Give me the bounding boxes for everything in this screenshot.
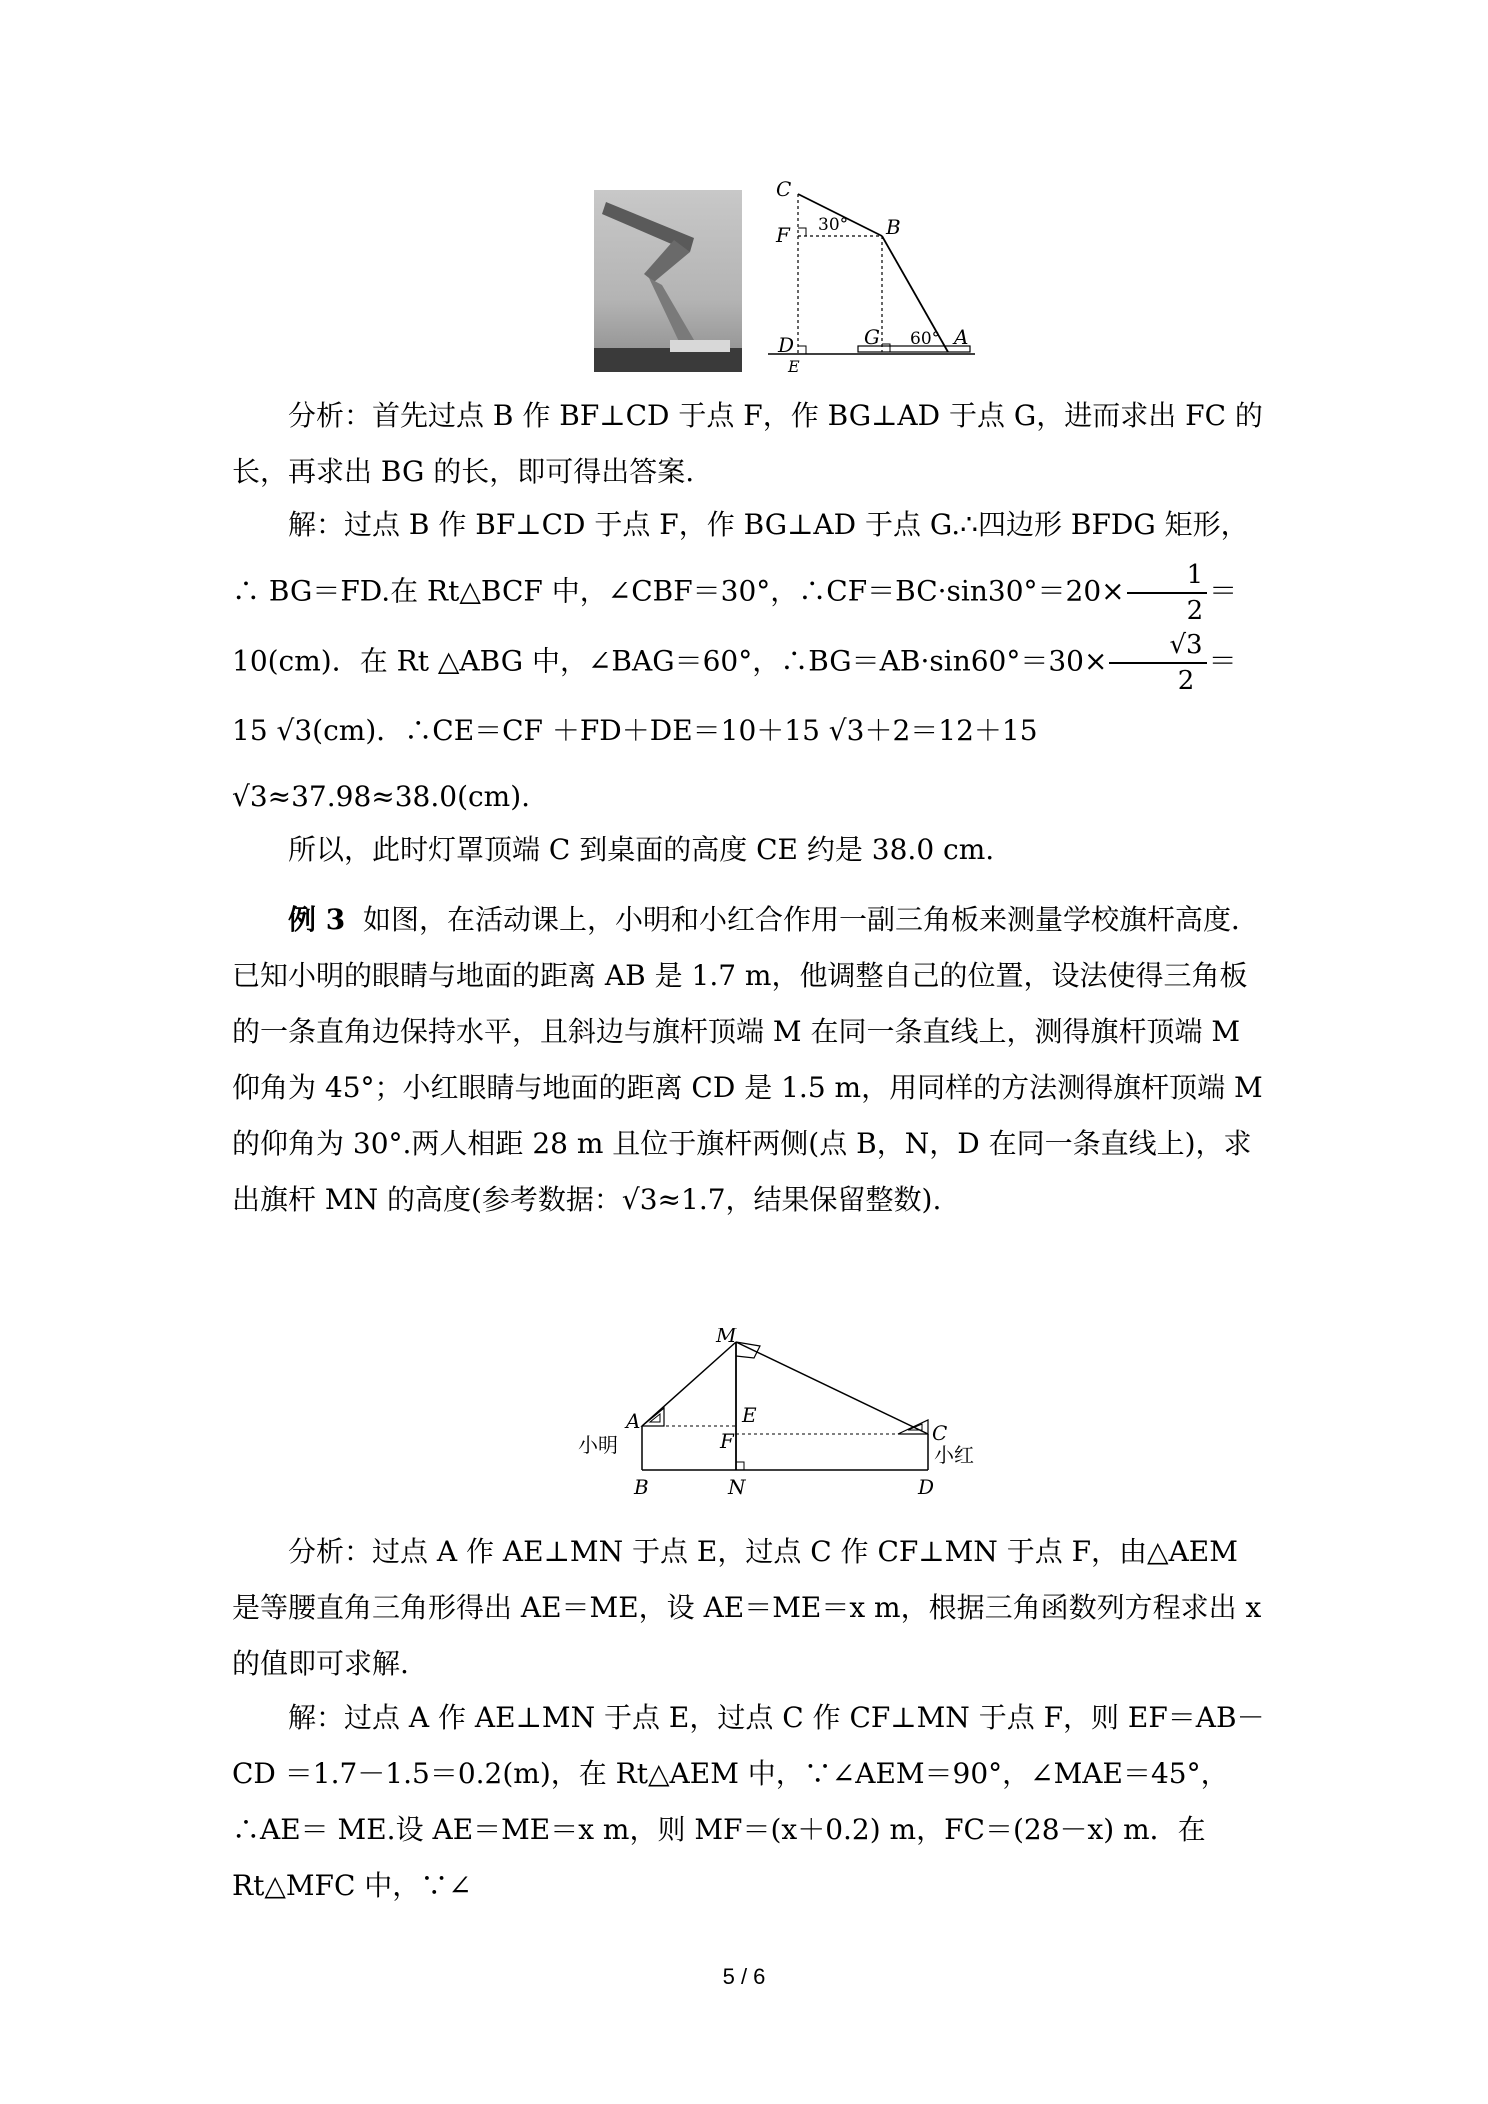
page-number: 5 / 6 xyxy=(722,1964,766,1989)
label-b: B xyxy=(634,1475,649,1499)
flagpole-diagram xyxy=(568,1328,988,1508)
label-a: A xyxy=(626,1409,641,1433)
example3-text: 如图，在活动课上，小明和小红合作用一副三角板来测量学校旗杆高度．已知小明的眼睛与地面的距离 AB 是 1.7 m，他调整自己的位置，设法使得三角板的一条直角边保持水平，且斜边与旗杆顶端 M 在同一条直线上，测得旗杆顶端 M 仰角为 45°；小红眼睛与地面的距离 CD 是 1.5 m，用同样的方法测得旗杆顶端 M 的仰角为 30°.两人相距 28 m 且位于旗杆两侧(点 B，N，D 在同一条直线上)，求出旗杆 MN 的高度(参考数据：√3≈1.7，结果保留整数). xyxy=(232,903,1263,1216)
label-e: E xyxy=(742,1403,757,1427)
label-a: A xyxy=(954,325,969,349)
solution1-part3: ＝15 √3(cm)．∴CE＝CF ＋FD＋DE＝10＋15 √3＋2＝12＋15 √3≈37.98≈38.0(cm). xyxy=(232,644,1237,813)
fraction-denominator: 2 xyxy=(1186,596,1204,626)
fraction-sqrt3-over-2 xyxy=(1109,628,1206,698)
label-d: D xyxy=(918,1475,935,1499)
solution-paragraph-2: 解：过点 A 作 AE⊥MN 于点 E，过点 C 作 CF⊥MN 于点 F，则 EF＝AB－CD ＝1.7－1.5＝0.2(m)，在 Rt△AEM 中，∵∠AEM＝90°，∠MAE＝45°，∴AE＝ ME.设 AE＝ME＝x m，则 MF＝(x＋0.2) m，FC＝(28－x) m．在 Rt△MFC 中，∵∠ xyxy=(232,1701,1265,1902)
label-xiaoming: 小明 xyxy=(578,1433,618,1457)
lamp-geometry-diagram xyxy=(760,180,980,380)
solution-paragraph-1 xyxy=(232,492,1272,830)
example3-label: 例 3 xyxy=(288,903,346,936)
label-c: C xyxy=(932,1421,948,1445)
fraction-one-half xyxy=(1127,558,1208,628)
fraction-numerator: √3 xyxy=(1109,628,1206,664)
solution1-part2: ＝10(cm)．在 Rt △ABG 中，∠BAG＝60°，∴BG＝AB·sin60°＝30× xyxy=(232,574,1238,678)
conclusion-paragraph: 所以，此时灯罩顶端 C 到桌面的高度 CE 约是 38.0 cm. xyxy=(288,833,995,866)
angle-60-label: 60° xyxy=(910,329,941,349)
fraction-numerator: 1 xyxy=(1127,558,1208,594)
lamp-photo xyxy=(594,190,742,372)
label-xiaohong: 小红 xyxy=(934,1443,974,1467)
fraction-denominator: 2 xyxy=(1177,666,1195,696)
label-f: F xyxy=(720,1429,734,1453)
label-g: G xyxy=(864,325,880,349)
solution1-part1: 解：过点 B 作 BF⊥CD 于点 F，作 BG⊥AD 于点 G.∴四边形 BFDG 矩形，∴ BG＝FD.在 Rt△BCF 中，∠CBF＝30°，∴CF＝BC·sin30°＝20× xyxy=(232,508,1249,608)
label-c: C xyxy=(776,180,792,201)
lamp-photo-illustration xyxy=(594,190,742,372)
analysis-paragraph-1: 分析：首先过点 B 作 BF⊥CD 于点 F，作 BG⊥AD 于点 G，进而求出 FC 的长，再求出 BG 的长，即可得出答案. xyxy=(232,399,1263,488)
label-d: D xyxy=(778,333,795,357)
analysis-paragraph-2: 分析：过点 A 作 AE⊥MN 于点 E，过点 C 作 CF⊥MN 于点 F，由△AEM 是等腰直角三角形得出 AE＝ME，设 AE＝ME＝x m，根据三角函数列方程求出 x 的值即可求解. xyxy=(232,1535,1262,1680)
label-b: B xyxy=(886,215,901,239)
label-m: M xyxy=(716,1328,737,1347)
label-f: F xyxy=(776,223,790,247)
angle-30-label: 30° xyxy=(818,215,849,235)
example3-paragraph xyxy=(232,892,1272,1228)
label-n: N xyxy=(728,1475,746,1499)
label-e: E xyxy=(788,357,800,376)
